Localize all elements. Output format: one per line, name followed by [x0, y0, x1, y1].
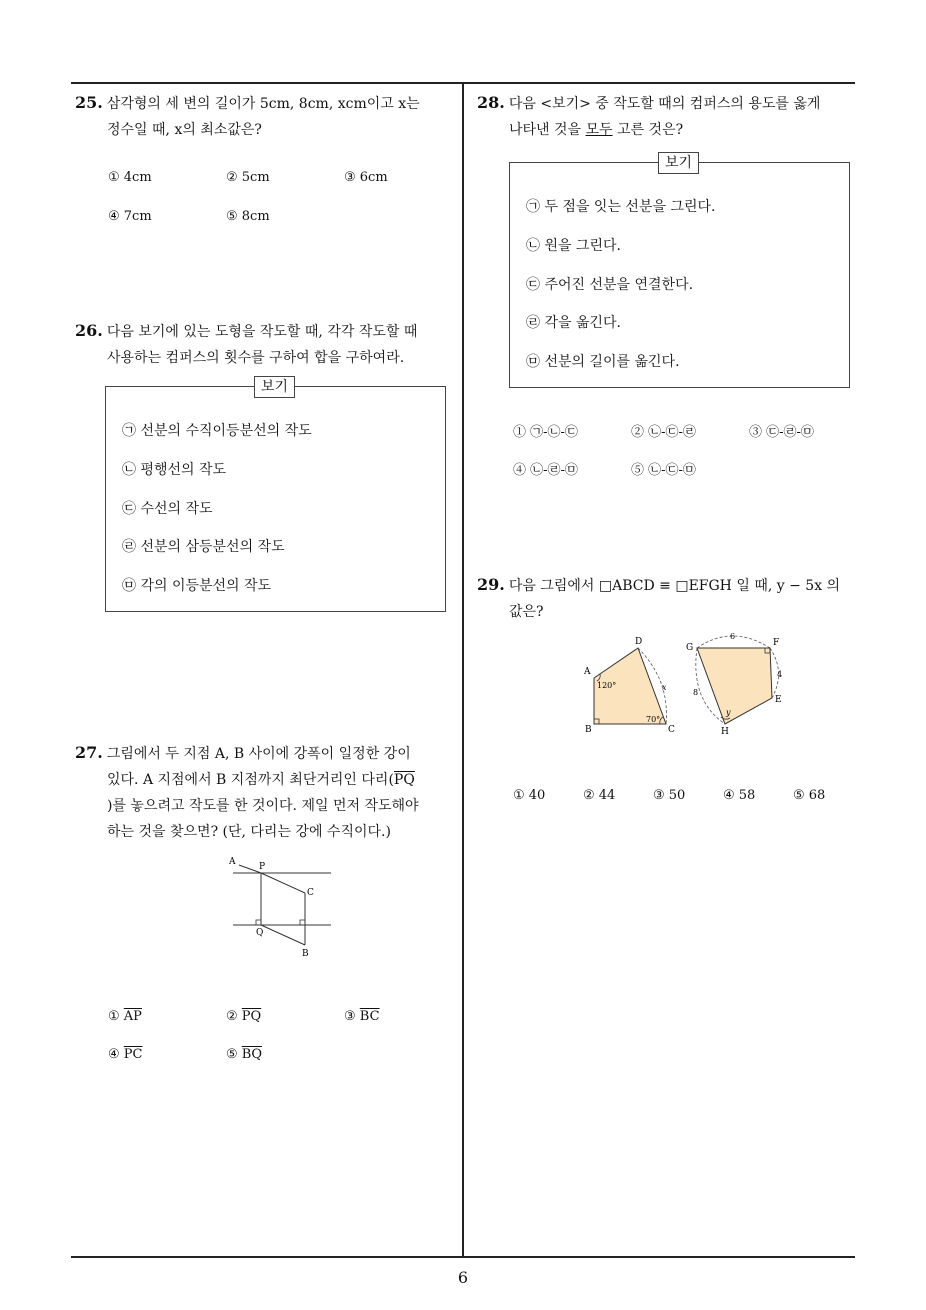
option-3[interactable]: ③ 6cm [344, 170, 388, 185]
option-1[interactable]: ① ㉠-㉡-㉢ [513, 425, 578, 440]
label-a: A [229, 857, 236, 867]
label-y: y [726, 708, 731, 717]
option-number: ④ [108, 1047, 120, 1062]
label-b: B [302, 949, 309, 959]
segment-ap [239, 865, 261, 873]
congruent-quadrilaterals-figure [580, 630, 790, 740]
option-4[interactable]: ④ 7cm [108, 209, 152, 224]
right-angle-mark [256, 920, 261, 925]
option-2[interactable]: ② 44 [583, 788, 616, 803]
label-f: F [773, 638, 780, 648]
question-number: 28. [477, 93, 505, 112]
right-angle-mark [300, 920, 305, 925]
option-3[interactable] [344, 1009, 380, 1024]
label-e: E [775, 695, 782, 705]
box-item: ㉤ 각의 이등분선의 작도 [122, 578, 272, 594]
column-divider [462, 82, 464, 1258]
option-number: ② [226, 1009, 238, 1024]
box-title: 보기 [254, 376, 295, 398]
question-text: 정수일 때, x의 최소값은? [107, 122, 262, 138]
question-text [75, 767, 460, 793]
question-text: 값은? [509, 604, 544, 620]
label-a: A [584, 667, 591, 677]
option-number: ③ [344, 1009, 356, 1024]
option-5[interactable] [226, 1047, 262, 1062]
option-1[interactable]: ① 4cm [108, 170, 152, 185]
text-run: 나타낸 것을 [509, 122, 586, 138]
label-c: C [307, 888, 314, 898]
box-item: ㉣ 각을 옮긴다. [526, 315, 621, 331]
question-text: 사용하는 컴퍼스의 횟수를 구하여 합을 구하여라. [107, 350, 405, 366]
box-item: ㉣ 선분의 삼등분선의 작도 [122, 539, 285, 555]
box-item: ㉢ 수선의 작도 [122, 501, 213, 517]
question-number: 25. [75, 93, 103, 112]
question-text: 하는 것을 찾으면? (단, 다리는 강에 수직이다.) [107, 824, 391, 840]
text-run: 고른 것은? [612, 122, 684, 138]
label-g: G [686, 643, 694, 653]
box-item: ㉢ 주어진 선분을 연결한다. [526, 277, 694, 293]
option-2[interactable]: ② ㉡-㉢-㉣ [631, 425, 696, 440]
question-25 [75, 90, 460, 143]
label-q: Q [256, 928, 264, 938]
option-3[interactable]: ③ ㉢-㉣-㉤ [749, 425, 814, 440]
question-text: 다음 보기에 있는 도형을 작도할 때, 각각 작도할 때 [106, 324, 418, 340]
option-segment: $\overline{PQ}$ [241, 1009, 262, 1024]
option-segment: $\overline{PC}$ [123, 1047, 143, 1062]
segment-qb [261, 925, 305, 945]
option-2[interactable] [226, 1009, 261, 1024]
label-c: C [668, 725, 675, 735]
question-number: 27. [75, 743, 103, 762]
option-1[interactable]: ① 40 [513, 788, 546, 803]
option-number: ⑤ [226, 1047, 238, 1062]
emphasis-text: 모두 [585, 122, 613, 138]
option-number: ① [108, 1009, 120, 1024]
option-segment: $\overline{BQ}$ [241, 1047, 263, 1062]
option-segment: $\overline{BC}$ [359, 1009, 380, 1024]
label-8: 8 [693, 688, 699, 697]
bridge-figure [225, 855, 340, 960]
option-5[interactable]: ⑤ 68 [793, 788, 826, 803]
label-p: P [259, 862, 266, 872]
segment-pc [261, 873, 305, 893]
option-5[interactable]: ⑤ 8cm [226, 209, 270, 224]
bottom-rule [71, 1256, 855, 1258]
question-text: 삼각형의 세 변의 길이가 5cm, 8cm, xcm이고 x는 [106, 96, 420, 112]
question-text [477, 117, 862, 143]
box-title: 보기 [658, 152, 699, 174]
quadrilateral-efgh [697, 648, 772, 724]
option-4[interactable]: ④ ㉡-㉣-㉤ [513, 463, 578, 478]
question-text: 다음 <보기> 중 작도할 때의 컴퍼스의 용도를 옳게 [508, 96, 821, 112]
page-number: 6 [457, 1268, 469, 1287]
label-d: D [635, 637, 643, 647]
label-b: B [585, 725, 592, 735]
box-item: ㉡ 원을 그린다. [526, 238, 621, 254]
question-27 [75, 740, 460, 845]
option-1[interactable] [108, 1009, 142, 1024]
text-run: 있다. A 지점에서 B 지점까지 최단거리인 다리( [107, 772, 394, 788]
question-29 [477, 572, 862, 625]
option-5[interactable]: ⑤ ㉡-㉢-㉤ [631, 463, 696, 478]
box-item: ㉡ 평행선의 작도 [122, 462, 227, 478]
question-text: 다음 그림에서 □ABCD ≡ □EFGH 일 때, y − 5x 의 [508, 578, 841, 594]
question-28 [477, 90, 862, 143]
angle-120: 120° [597, 681, 617, 690]
box-item: ㉠ 선분의 수직이등분선의 작도 [122, 423, 312, 439]
question-26 [75, 318, 460, 371]
option-3[interactable]: ③ 50 [653, 788, 686, 803]
segment-pq: $\overline{PQ}$ [393, 772, 415, 788]
box-item: ㉠ 두 점을 잇는 선분을 그린다. [526, 199, 716, 215]
angle-70: 70° [646, 715, 661, 724]
question-number: 26. [75, 321, 103, 340]
question-text: 그림에서 두 지점 A, B 사이에 강폭이 일정한 강이 [106, 746, 411, 762]
option-segment: $\overline{AP}$ [123, 1009, 142, 1024]
question-text: )를 놓으려고 작도를 한 것이다. 제일 먼저 작도해야 [107, 798, 419, 814]
label-6: 6 [730, 632, 736, 641]
label-x: x [662, 683, 667, 692]
label-4: 4 [777, 670, 783, 679]
option-4[interactable]: ④ 58 [723, 788, 756, 803]
label-h: H [721, 727, 729, 737]
question-number: 29. [477, 575, 505, 594]
box-item: ㉤ 선분의 길이를 옮긴다. [526, 354, 680, 370]
option-2[interactable]: ② 5cm [226, 170, 270, 185]
option-4[interactable] [108, 1047, 143, 1062]
